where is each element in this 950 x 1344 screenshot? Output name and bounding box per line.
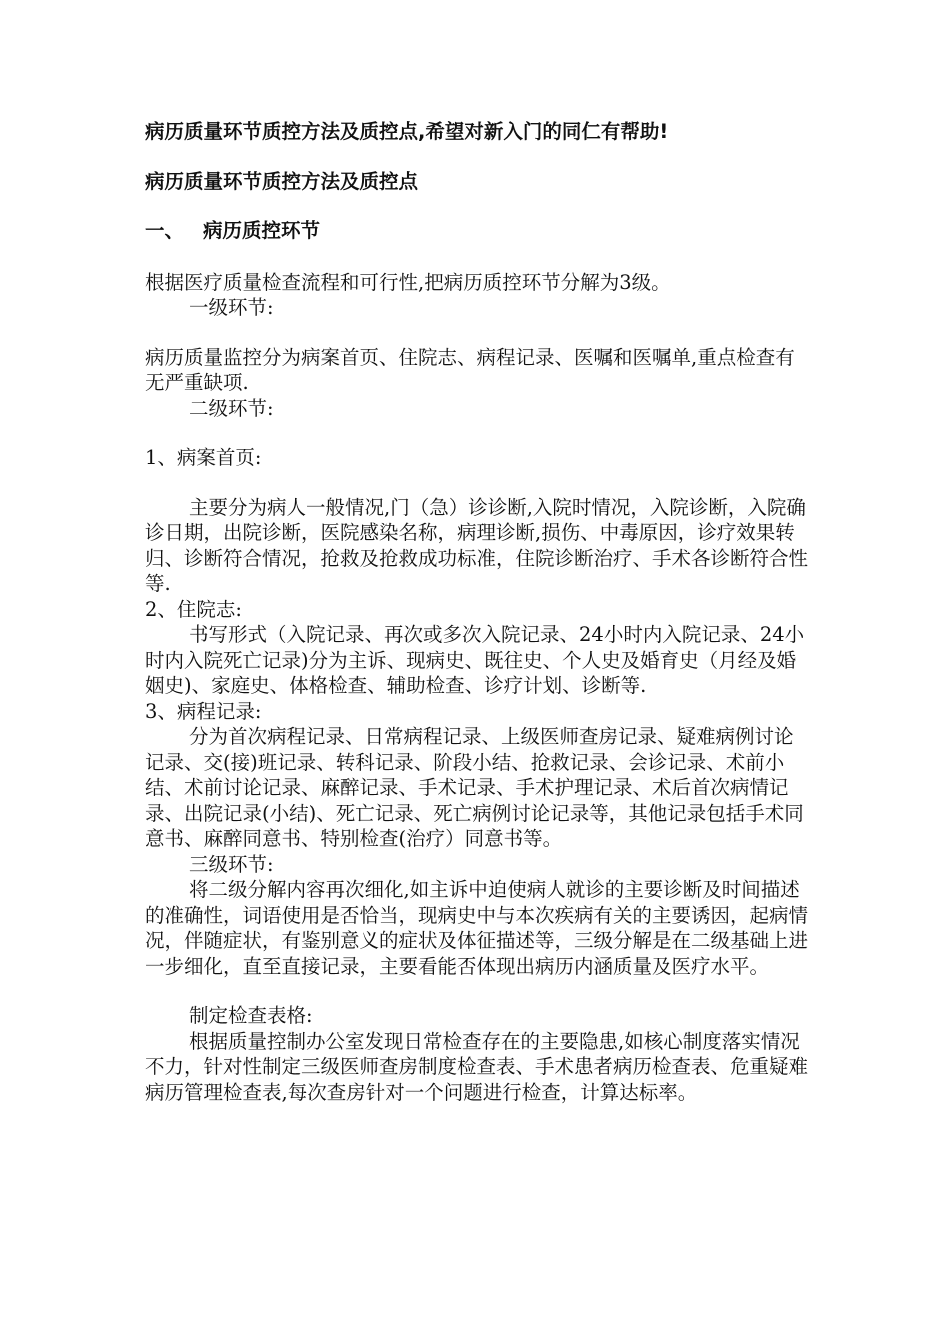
document-title: 病历质量环节质控方法及质控点,希望对新入门的同仁有帮助! <box>145 120 669 143</box>
item2-paragraph: 书写形式（入院记录、再次或多次入院记录、24小时内入院记录、24小时内入院死亡记录)分为主诉、现病史、既往史、个人史及婚育史（月经及婚姻史)、家庭史、体格检查、辅助检查、诊疗计划、诊断等. <box>145 623 805 697</box>
table-label: 制定检查表格: <box>189 1004 313 1027</box>
section-heading <box>145 218 810 244</box>
item3-paragraph: 分为首次病程记录、日常病程记录、上级医师查房记录、疑难病例讨论记录、交(接)班记录、转科记录、阶段小结、抢救记录、会诊记录、术前小结、术前讨论记录、麻醉记录、手术记录、手术护理记录、术后首次病情记录、出院记录(小结)、死亡记录、死亡病例讨论记录等，其他记录包括手术同意书、麻醉同意书、特别检查(治疗）同意书等。 <box>145 725 804 850</box>
level3-label: 三级环节: <box>189 852 274 876</box>
table-paragraph: 根据质量控制办公室发现日常检查存在的主要隐患,如核心制度落实情况不力，针对性制定三级医师查房制度检查表、手术患者病历检查表、危重疑难病历管理检查表,每次查房针对一个问题进行检查，计算达标率。 <box>145 1029 809 1104</box>
section-heading-text: 病历质控环节 <box>203 219 321 242</box>
level1-paragraph: 病历质量监控分为病案首页、住院志、病程记录、医嘱和医嘱单,重点检查有无严重缺项. <box>145 345 795 394</box>
level2-label: 二级环节: <box>189 396 274 420</box>
document-body <box>145 115 810 1105</box>
document-subtitle: 病历质量环节质控方法及质控点 <box>145 169 419 193</box>
item1-label: 1、病案首页: <box>145 446 262 469</box>
intro-paragraph: 根据医疗质量检查流程和可行性,把病历质控环节分解为3级。 <box>145 270 671 294</box>
level3-paragraph: 将二级分解内容再次细化,如主诉中迫使病人就诊的主要诊断及时间描述的准确性，词语使用是否恰当，现病史中与本次疾病有关的主要诱因，起病情况，伴随症状，有鉴别意义的症状及体征描述等，三级分解是在二级基础上进一步细化，直至直接记录，主要看能否体现出病历内涵质量及医疗水平。 <box>145 878 809 978</box>
section-number: 一、 <box>145 219 185 242</box>
item1-paragraph: 主要分为病人一般情况,门（急）诊诊断,入院时情况，入院诊断，入院确诊日期，出院诊断，医院感染名称，病理诊断,损伤、中毒原因，诊疗效果转归、诊断符合情况，抢救及抢救成功标准，住院诊断治疗、手术各诊断符合性等. <box>145 495 809 595</box>
item2-label: 2、住院志: <box>145 597 242 621</box>
level1-label: 一级环节: <box>189 296 274 319</box>
item3-label: 3、病程记录: <box>145 699 262 723</box>
